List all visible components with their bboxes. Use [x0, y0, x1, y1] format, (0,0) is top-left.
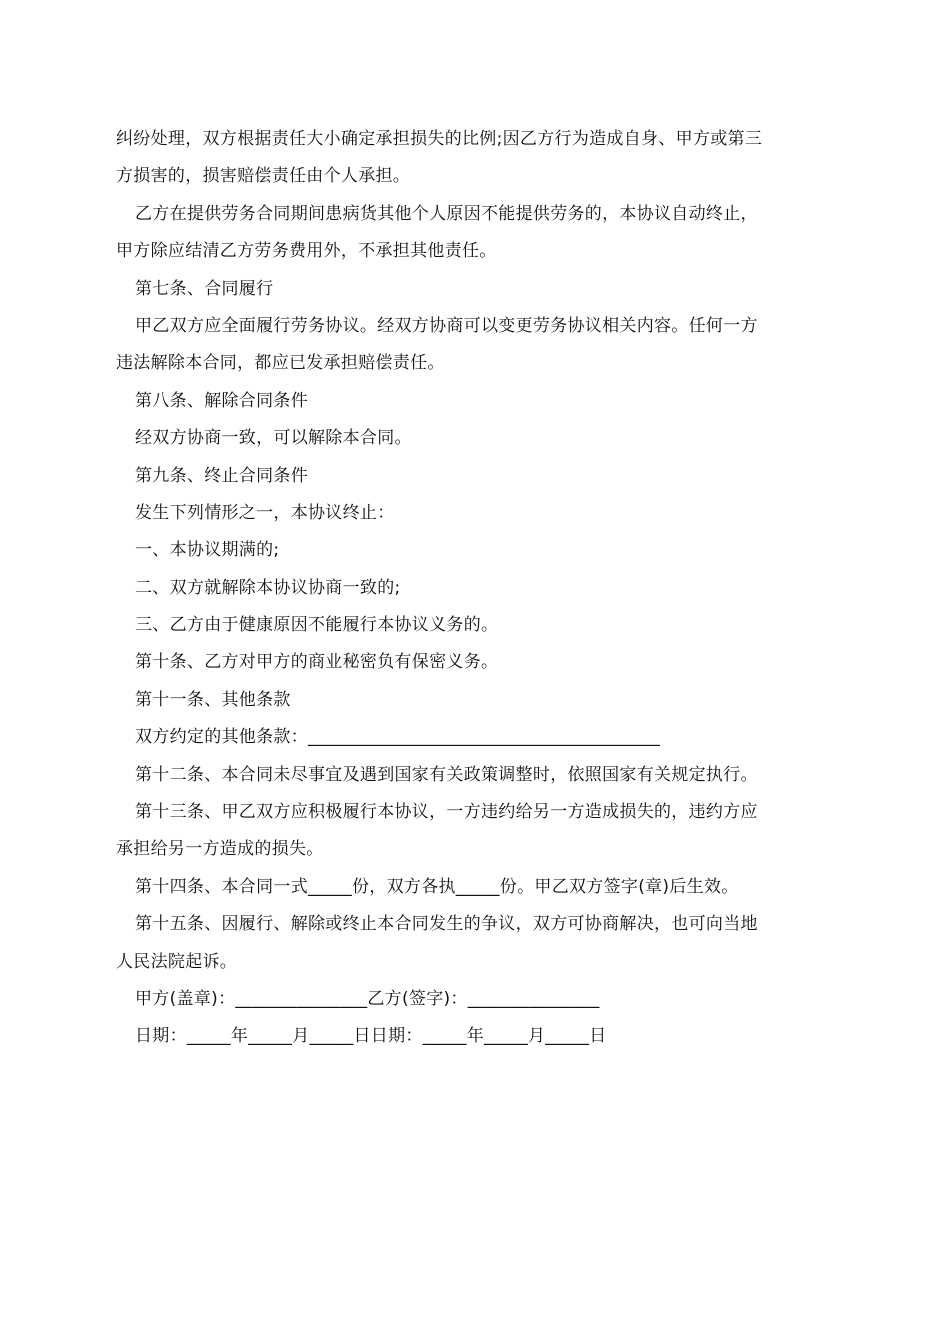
list-item: 一、本协议期满的; [135, 540, 280, 561]
text-line: 甲乙双方应全面履行劳务协议。经双方协商可以变更劳务协议相关内容。任何一方 [135, 315, 758, 336]
text-line: 违法解除本合同，都应已发承担赔偿责任。 [116, 353, 445, 374]
text-line: 方损害的，损害赔偿责任由个人承担。 [116, 166, 411, 187]
text-line: 承担给另一方造成的损失。 [116, 839, 324, 860]
text-line: 发生下列情形之一，本协议终止： [135, 502, 395, 523]
section-heading: 第八条、解除合同条件 [135, 390, 308, 411]
section-heading: 第十五条、因履行、解除或终止本合同发生的争议，双方可协商解决，也可向当地 [135, 914, 758, 935]
section-heading: 第十三条、甲乙双方应积极履行本协议，一方违约给另一方造成损失的，违约方应 [135, 802, 758, 823]
section-heading: 第十二条、本合同未尽事宜及遇到国家有关政策调整时，依照国家有关规定执行。 [135, 764, 758, 785]
section-heading: 第十一条、其他条款 [135, 689, 291, 710]
section-heading: 第十条、乙方对甲方的商业秘密负有保密义务。 [135, 652, 499, 673]
list-item: 三、乙方由于健康原因不能履行本协议义务的。 [135, 615, 499, 636]
text-line: 纠纷处理，双方根据责任大小确定承担损失的比例;因乙方行为造成自身、甲方或第三 [116, 129, 763, 149]
text-line: 人民法院起诉。 [116, 951, 238, 972]
section-heading: 第十四条、本合同一式_____份，双方各执_____份。甲乙双方签字(章)后生效。 [135, 876, 739, 897]
text-line: 经双方协商一致，可以解除本合同。 [135, 428, 412, 449]
date-line: 日期：_____年_____月_____日日期：_____年_____月_____日 [135, 1026, 607, 1047]
section-heading: 第七条、合同履行 [135, 278, 274, 299]
fill-in-line: 双方约定的其他条款：________________________________________ [135, 727, 660, 748]
list-item: 二、双方就解除本协议协商一致的; [135, 577, 401, 598]
text-line: 乙方在提供劳务合同期间患病货其他个人原因不能提供劳务的，本协议自动终止， [135, 203, 758, 224]
section-heading: 第九条、终止合同条件 [135, 465, 308, 486]
document-body [116, 121, 838, 1056]
signature-line: 甲方(盖章)：_______________乙方(签字)：_______________ [135, 988, 600, 1009]
text-line: 甲方除应结清乙方劳务费用外，不承担其他责任。 [116, 241, 497, 262]
